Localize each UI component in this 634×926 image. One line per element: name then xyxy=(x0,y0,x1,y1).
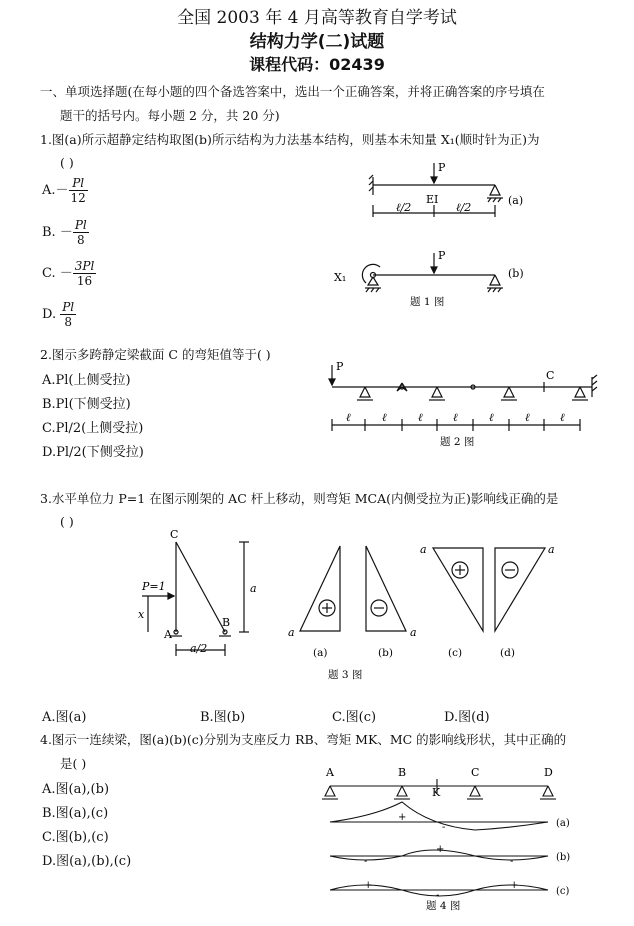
q3-caption: 题 3 图 xyxy=(328,669,363,681)
q2-option-b[interactable]: B.Pl(下侧受拉) xyxy=(42,397,131,412)
q1-option-c[interactable]: C. － $\frac{3Pl}{16}$ xyxy=(42,259,95,288)
q4-stem: 4.图示一连续梁，图(a)(b)(c)分别为支座反力 RB、弯矩 MK、MC 的影响线形状，其中正确的 xyxy=(40,732,567,747)
q4-b-plus: + xyxy=(436,844,445,855)
q3-load-label: P=1 xyxy=(142,580,166,593)
q4-b-minus-2: - xyxy=(510,856,514,867)
q2-span-7: ℓ xyxy=(560,411,565,424)
q4-option-d[interactable]: D.图(a),(b),(c) xyxy=(42,854,132,869)
q1-x1-label: X₁ xyxy=(334,271,347,284)
q2-option-a[interactable]: A.Pl(上侧受拉) xyxy=(42,373,131,388)
q2-caption: 题 2 图 xyxy=(440,436,475,448)
q4-c-plus-1: + xyxy=(364,880,373,891)
q2-load-label: P xyxy=(336,360,344,373)
q3-paren: ( ) xyxy=(60,514,74,529)
q2-figure xyxy=(322,357,612,452)
q2-stem: 2.图示多跨静定梁截面 C 的弯矩值等于( ) xyxy=(40,347,271,362)
q4-fig-c-label: (c) xyxy=(556,886,570,897)
q2-span-4: ℓ xyxy=(453,411,458,424)
q1-load-label-b: P xyxy=(438,249,446,262)
q4-fig-a-label: (a) xyxy=(556,818,570,829)
q4-a-minus: - xyxy=(442,822,446,833)
q2-span-2: ℓ xyxy=(382,411,387,424)
q3-label-c: (c) xyxy=(448,647,463,659)
q2-span-5: ℓ xyxy=(489,411,494,424)
q4-caption: 题 4 图 xyxy=(426,900,461,912)
q3-label-a: (a) xyxy=(313,647,328,659)
q1-fig-a-label: (a) xyxy=(508,194,524,207)
q4-option-b[interactable]: B.图(a),(c) xyxy=(42,806,109,821)
q1-option-a[interactable]: A.－ $\frac{Pl}{12}$ xyxy=(42,176,86,205)
q4-node-b: B xyxy=(398,766,407,779)
q3-fig-d-value: a xyxy=(548,543,555,556)
q1-stem: 1.图(a)所示超静定结构取图(b)所示结构为力法基本结构，则基本未知量 X₁(顺时针为正)为 xyxy=(40,132,540,147)
q4-c-minus: - xyxy=(436,890,440,901)
q1-option-d[interactable]: D. $\frac{Pl}{8}$ xyxy=(42,300,75,329)
q2-span-3: ℓ xyxy=(418,411,423,424)
q1-paren: ( ) xyxy=(60,155,74,170)
q3-label-d: (d) xyxy=(500,647,515,659)
q2-option-d[interactable]: D.Pl/2(下侧受拉) xyxy=(42,445,144,460)
q3-node-c: C xyxy=(170,528,179,541)
q3-option-d[interactable]: D.图(d) xyxy=(444,710,490,725)
q2-span-1: ℓ xyxy=(346,411,351,424)
q2-option-c[interactable]: C.Pl/2(上侧受拉) xyxy=(42,421,144,436)
q4-a-plus: + xyxy=(398,812,407,823)
q4-section-k: K xyxy=(432,786,441,799)
q1-option-b[interactable]: B. － $\frac{Pl}{8}$ xyxy=(42,218,87,247)
q1-half-span-2: ℓ/2 xyxy=(456,201,472,214)
q4-node-a: A xyxy=(326,766,334,779)
q3-stem: 3.水平单位力 P=1 在图示刚架的 AC 杆上移动，则弯矩 MCA(内侧受拉为正)影响线正确的是 xyxy=(40,491,559,506)
q3-width-label: a/2 xyxy=(190,642,208,655)
q3-node-a: A xyxy=(164,628,172,641)
q3-x-label: x xyxy=(138,608,145,621)
q4-option-a[interactable]: A.图(a),(b) xyxy=(42,782,110,797)
q4-node-c: C xyxy=(471,766,480,779)
q3-figure xyxy=(130,528,570,688)
q3-label-b: (b) xyxy=(378,647,393,659)
q1-figure xyxy=(330,155,550,315)
q1-fig-b-label: (b) xyxy=(508,267,524,280)
q1-load-label: P xyxy=(438,161,446,174)
q3-fig-c-value: a xyxy=(420,543,427,556)
q3-option-a[interactable]: A.图(a) xyxy=(42,710,87,725)
q1-ei-label: EI xyxy=(426,193,439,206)
q1-caption: 题 1 图 xyxy=(410,296,445,308)
q4-node-d: D xyxy=(544,766,553,779)
q2-span-6: ℓ xyxy=(525,411,530,424)
q3-option-c[interactable]: C.图(c) xyxy=(332,710,377,725)
q4-fig-b-label: (b) xyxy=(556,852,571,863)
q1-half-span-1: ℓ/2 xyxy=(396,201,412,214)
q4-figure xyxy=(320,764,580,914)
q2-section-c-label: C xyxy=(546,369,555,382)
q3-node-b: B xyxy=(222,616,231,629)
q3-option-b[interactable]: B.图(b) xyxy=(200,710,246,725)
q4-b-minus-1: - xyxy=(364,856,368,867)
course-code: 课程代码：02439 xyxy=(249,55,385,74)
q3-fig-b-value: a xyxy=(410,626,417,639)
q4-stem-2: 是( ) xyxy=(60,756,87,771)
subject-title: 结构力学(二)试题 xyxy=(249,32,385,52)
q4-option-c[interactable]: C.图(b),(c) xyxy=(42,830,109,845)
exam-title: 全国 2003 年 4 月高等教育自学考试 xyxy=(177,8,457,28)
q4-c-plus-2: + xyxy=(510,880,519,891)
section-instruction-2: 题干的括号内。每小题 2 分，共 20 分) xyxy=(60,108,280,123)
q3-fig-a-value: a xyxy=(288,626,295,639)
section-instruction: 一、单项选择题(在每小题的四个备选答案中，选出一个正确答案，并将正确答案的序号填在 xyxy=(40,84,545,99)
q3-height-label: a xyxy=(250,582,257,595)
